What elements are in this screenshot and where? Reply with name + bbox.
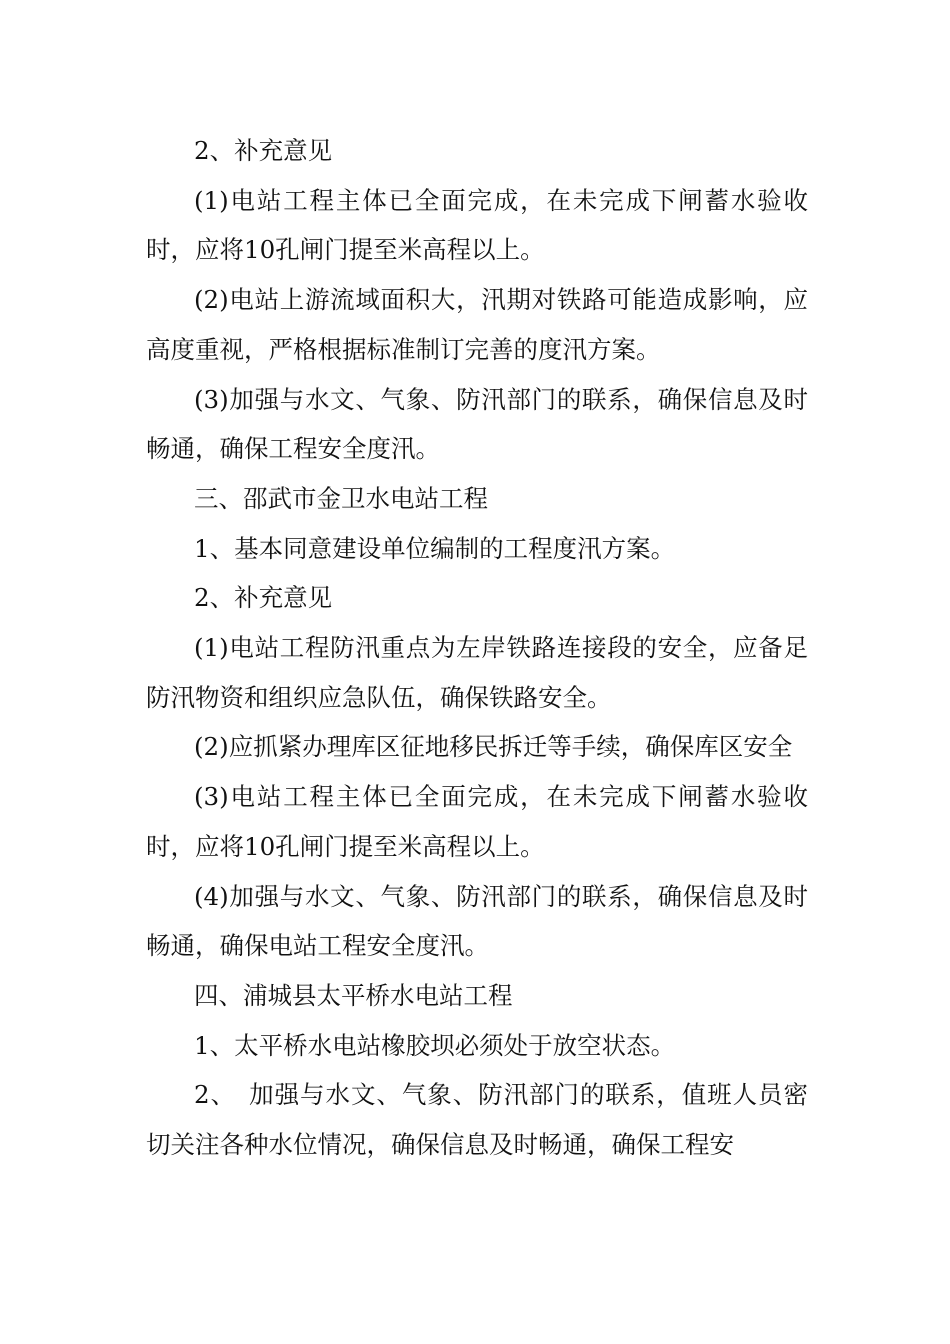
paragraph-item-3-liaison: (3)加强与水文、气象、防汛部门的联系，确保信息及时畅通，确保工程安全度汛。 — [146, 384, 808, 464]
section-heading-jinwei-station: 三、邵武市金卫水电站工程 — [194, 483, 488, 513]
paragraph-item-4-liaison: (4)加强与水文、气象、防汛部门的联系，确保信息及时畅通，确保电站工程安全度汛。 — [146, 881, 808, 961]
paragraph-basic-agreement: 1、基本同意建设单位编制的工程度汛方案。 — [194, 533, 676, 563]
paragraph-item-1-railway-safety: (1)电站工程防汛重点为左岸铁路连接段的安全，应备足防汛物资和组织应急队伍，确保铁路安全。 — [146, 633, 808, 712]
paragraph-item-3-gate-elevation: (3)电站工程主体已全面完成，在未完成下闸蓄水验收时，应将10孔闸门提至米高程以上。 — [146, 782, 808, 861]
paragraph-supplementary-opinion-heading-2: 2、补充意见 — [194, 583, 333, 613]
document-body — [146, 126, 808, 1170]
paragraph-item-1-gate-elevation: (1)电站工程主体已全面完成，在未完成下闸蓄水验收时，应将10孔闸门提至米高程以上。 — [146, 185, 808, 265]
paragraph-duty-staff-liaison: 2、 加强与水文、气象、防汛部门的联系，值班人员密切关注各种水位情况，确保信息及时畅通，确保工程安 — [146, 1080, 808, 1160]
paragraph-supplementary-opinion-heading: 2、补充意见 — [194, 136, 333, 165]
paragraph-item-2-reservoir-safety: (2)应抓紧办理库区征地移民拆迁等手续，确保库区安全 — [194, 732, 793, 762]
paragraph-rubber-dam: 1、太平桥水电站橡胶坝必须处于放空状态。 — [194, 1030, 676, 1060]
paragraph-item-2-railway-impact: (2)电站上游流域面积大，汛期对铁路可能造成影响，应高度重视，严格根据标准制订完善的度汛方案。 — [146, 285, 808, 364]
section-heading-taipingqiao-station: 四、浦城县太平桥水电站工程 — [194, 980, 513, 1010]
